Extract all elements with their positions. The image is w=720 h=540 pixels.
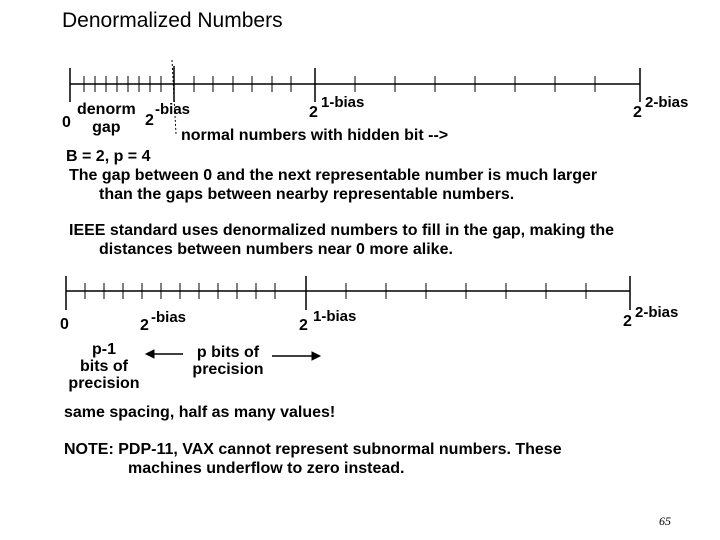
paragraph-2-line-b: distances between numbers near 0 more alike. (99, 241, 453, 258)
note-line-b: machines underflow to zero instead. (128, 460, 405, 477)
number-line-2 (66, 276, 630, 310)
line2-exp-minus-bias: -bias (151, 309, 187, 326)
note-paragraph (64, 440, 562, 478)
line1-exp-2-minus-bias: 2-bias (645, 94, 689, 111)
params-label: B = 2, p = 4 (66, 148, 151, 165)
line2-base-2-b: 2 (299, 317, 308, 334)
right-arrow-head (312, 352, 320, 360)
line1-exp-minus-bias: -bias (155, 101, 191, 118)
slide-title: Denormalized Numbers (62, 9, 283, 32)
line1-base-2-b: 2 (309, 104, 318, 121)
line2-exp-2-minus-bias: 2-bias (635, 304, 679, 321)
page-number: 65 (659, 514, 671, 528)
p-minus-1-bits-label: p-1 bits of precision (68, 341, 140, 392)
note-line-a: NOTE: PDP-11, VAX cannot represent subnormal numbers. These (64, 441, 562, 458)
line1-base-2-c: 2 (633, 104, 642, 121)
line1-zero-label: 0 (62, 114, 71, 131)
paragraph-2 (69, 221, 614, 259)
paragraph-2-line-a: IEEE standard uses denormalized numbers to fill in the gap, making the (69, 222, 614, 239)
line2-exp-1-minus-bias: 1-bias (313, 308, 357, 325)
line1-base-2: 2 (145, 112, 154, 129)
same-spacing-note: same spacing, half as many values! (64, 404, 336, 421)
paragraph-1-line-a: The gap between 0 and the next representable number is much larger (69, 167, 598, 184)
normal-numbers-note: normal numbers with hidden bit --> (181, 127, 449, 144)
denorm-gap-label: denorm gap (77, 101, 136, 136)
paragraph-1-line-b: than the gaps between nearby representable numbers. (99, 186, 515, 203)
line2-zero-label: 0 (60, 316, 69, 333)
p-bits-label: p bits of precision (192, 344, 264, 378)
left-arrow-head (146, 350, 154, 358)
line2-base-2-c: 2 (623, 313, 632, 330)
line1-exp-1-minus-bias: 1-bias (321, 94, 365, 111)
paragraph-1 (69, 166, 597, 204)
line2-base-2: 2 (140, 317, 149, 334)
